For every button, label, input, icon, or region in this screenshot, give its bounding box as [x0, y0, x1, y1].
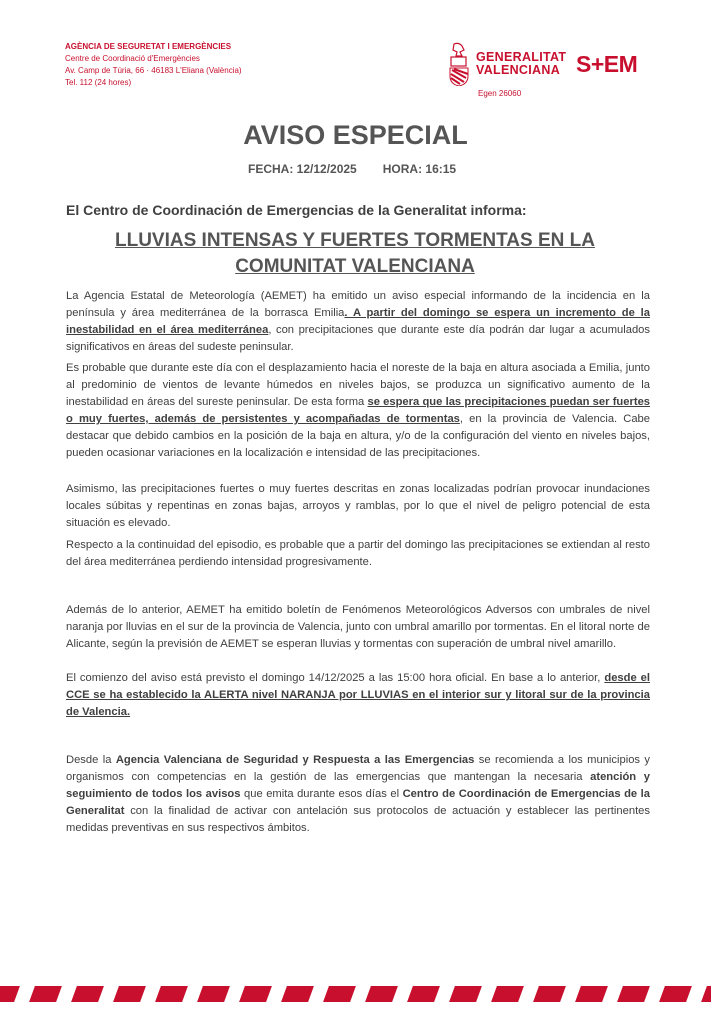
paragraph-1: [66, 288, 650, 356]
emphasis-span: se espera que las precipitaciones puedan ser fuertes o muy fuertes, además de persistentes y acompañadas de tormentas: [66, 396, 651, 425]
informa-intro: El Centro de Coordinación de Emergencias de la Generalitat informa:: [66, 202, 527, 218]
bold-span: Agencia Valenciana de Seguridad y Respuesta a las Emergencias: [115, 754, 475, 766]
agency-line: Av. Camp de Túria, 66 · 46183 L'Eliana (València): [65, 66, 242, 75]
paragraph-4: Respecto a la continuidad del episodio, es probable que a partir del domingo las precipitaciones se extiendan al resto del área mediterránea perdiendo intensidad progresivamente.: [66, 539, 650, 568]
emphasis-span: . A partir del domingo se espera un incremento de la inestabilidad en el área mediterránea: [66, 307, 650, 336]
generalitat-logo: [448, 42, 566, 86]
bold-span: Centro de Coordinación de Emergencias de la Generalitat: [66, 788, 650, 817]
hora-label: HORA: 16:15: [382, 162, 457, 176]
paragraph-3: Asimismo, las precipitaciones fuertes o muy fuertes descritas en zonas localizadas podrían provocar inundaciones locales súbitas y repentinas en zonas bajas, arroyos y ramblas, por lo que el nivel de peligro potencial de esta situación es elevado.: [66, 483, 650, 529]
page-title: AVISO ESPECIAL: [243, 120, 468, 150]
coat-of-arms-icon: [448, 42, 470, 86]
footer-stripes: [0, 986, 711, 1002]
agency-line: Tel. 112 (24 hores): [65, 78, 132, 87]
agency-line: Centre de Coordinació d'Emergències: [65, 54, 200, 63]
paragraph-5: Además de lo anterior, AEMET ha emitido boletín de Fenómenos Meteorológicos Adversos con umbrales de nivel naranja por lluvias en el sur de la provincia de Valencia, junto con umbral amarillo por tormentas. En el litoral norte de Alicante, según la previsión de AEMET se esperan lluvias y tormentas con superación de umbral nivel amarillo.: [66, 604, 650, 650]
paragraph-6: [66, 670, 650, 721]
fecha-label: FECHA: 12/12/2025: [248, 162, 357, 176]
logo-line-1: GENERALITAT: [476, 50, 567, 64]
bold-span: atención y seguimiento de todos los avisos: [66, 771, 650, 800]
text-span: La Agencia Estatal de Meteorología (AEMET) ha emitido un aviso especial informando de la incidencia en la península y área mediterránea de la borrasca Emilia: [66, 290, 650, 319]
text-span: El comienzo del aviso está previsto el domingo 14/12/2025 a las 15:00 hora oficial. En base a lo anterior,: [66, 672, 605, 684]
logo-line-2: VALENCIANA: [476, 63, 561, 77]
text-span: Desde la: [66, 754, 116, 766]
text-span: , con precipitaciones que durante este día podrán dar lugar a acumulados significativos en áreas del sudeste peninsular.: [66, 324, 650, 353]
sem-logo: S+EM: [576, 51, 638, 77]
paragraph-2: [66, 360, 650, 462]
paragraph-7: [66, 752, 650, 837]
text-span: Es probable que durante este día con el desplazamiento hacia el noreste de la baja en altura asociada a Emilia, junto al predominio de vientos de levante húmedos en niveles bajos, se produzca un significativo aumento de la inestabilidad en áreas del sureste peninsular. De esta forma: [66, 362, 650, 408]
alert-emphasis: desde el CCE se ha establecido la ALERTA nivel NARANJA por LLUVIAS en el interior sur y litoral sur de la provincia de Valencia.: [66, 672, 651, 718]
date-time-line: [248, 162, 482, 176]
agency-address-block: [65, 41, 242, 89]
text-span: se recomienda a los municipios y organismos con competencias en la gestión de las emergencias que mantengan la necesaria: [66, 754, 650, 783]
text-span: que emita durante esos días el: [240, 788, 403, 800]
headline: LLUVIAS INTENSAS Y FUERTES TORMENTAS EN LA COMUNITAT VALENCIANA: [115, 230, 595, 277]
agency-title: AGÈNCIA DE SEGURETAT I EMERGÈNCIES: [65, 42, 232, 51]
text-span: con la finalidad de activar con antelación sus protocolos de actuación y establecer las pertinentes medidas preventivas en sus respectivos ámbitos.: [66, 805, 650, 834]
text-span: , en la provincia de Valencia. Cabe destacar que debido cambios en la posición de la baja en altura, y/o de la configuración del viento en niveles bajos, pueden ocasionar variaciones en la localización e intensidad de las precipitaciones.: [66, 413, 651, 459]
egen-code: Egen 26060: [478, 89, 522, 98]
